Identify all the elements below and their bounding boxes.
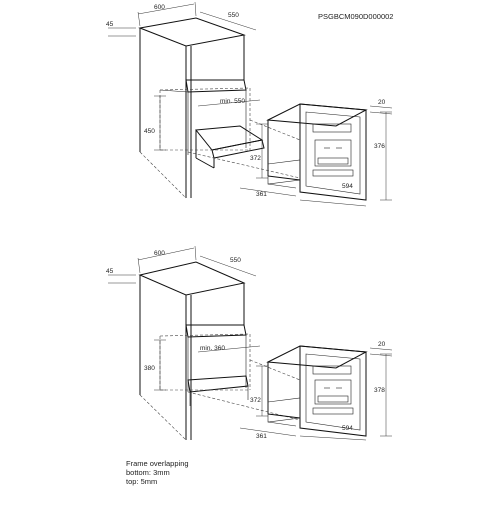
bottom-dim-body-depth: 361 [256, 433, 267, 440]
bottom-dim-cabinet-width: 600 [154, 250, 165, 257]
bottom-dim-appliance-width: 594 [342, 425, 353, 432]
bottom-dim-niche-height: 380 [144, 365, 155, 372]
bottom-dim-niche-depth: min. 360 [200, 345, 225, 352]
top-dim-appliance-front: 20 [378, 99, 386, 106]
note-line-2: bottom: 3mm [126, 468, 170, 477]
bottom-appliance-drawing [268, 346, 366, 436]
frame-overlap-note [126, 459, 189, 486]
top-dim-body-height: 372 [250, 155, 261, 162]
top-dim-cabinet-width: 600 [154, 4, 165, 11]
top-dim-appliance-width: 594 [342, 183, 353, 190]
top-cabinet-dimensions [106, 2, 260, 150]
bottom-dim-appliance-front: 20 [378, 341, 386, 348]
bottom-appliance-dimensions [240, 341, 392, 440]
top-cabinet-drawing [140, 18, 300, 198]
top-appliance-dimensions [240, 99, 392, 206]
bottom-dim-body-height: 372 [250, 397, 261, 404]
top-dim-cabinet-depth: 550 [228, 12, 239, 19]
document-code: PSGBCM090D000002 [318, 12, 394, 21]
top-dim-niche-height: 450 [144, 128, 155, 135]
top-dim-appliance-height: 376 [374, 143, 385, 150]
bottom-dim-appliance-height: 378 [374, 387, 385, 394]
note-line-3: top: 5mm [126, 477, 158, 486]
top-dim-body-depth: 361 [256, 191, 267, 198]
bottom-cabinet-dimensions [106, 246, 260, 390]
bottom-dim-cabinet-depth: 550 [230, 257, 241, 264]
note-line-1: Frame overlapping [126, 459, 189, 468]
top-dim-niche-depth: min. 550 [220, 98, 245, 105]
top-dim-side-gap: 45 [106, 21, 114, 28]
bottom-dim-side-gap: 45 [106, 268, 114, 275]
